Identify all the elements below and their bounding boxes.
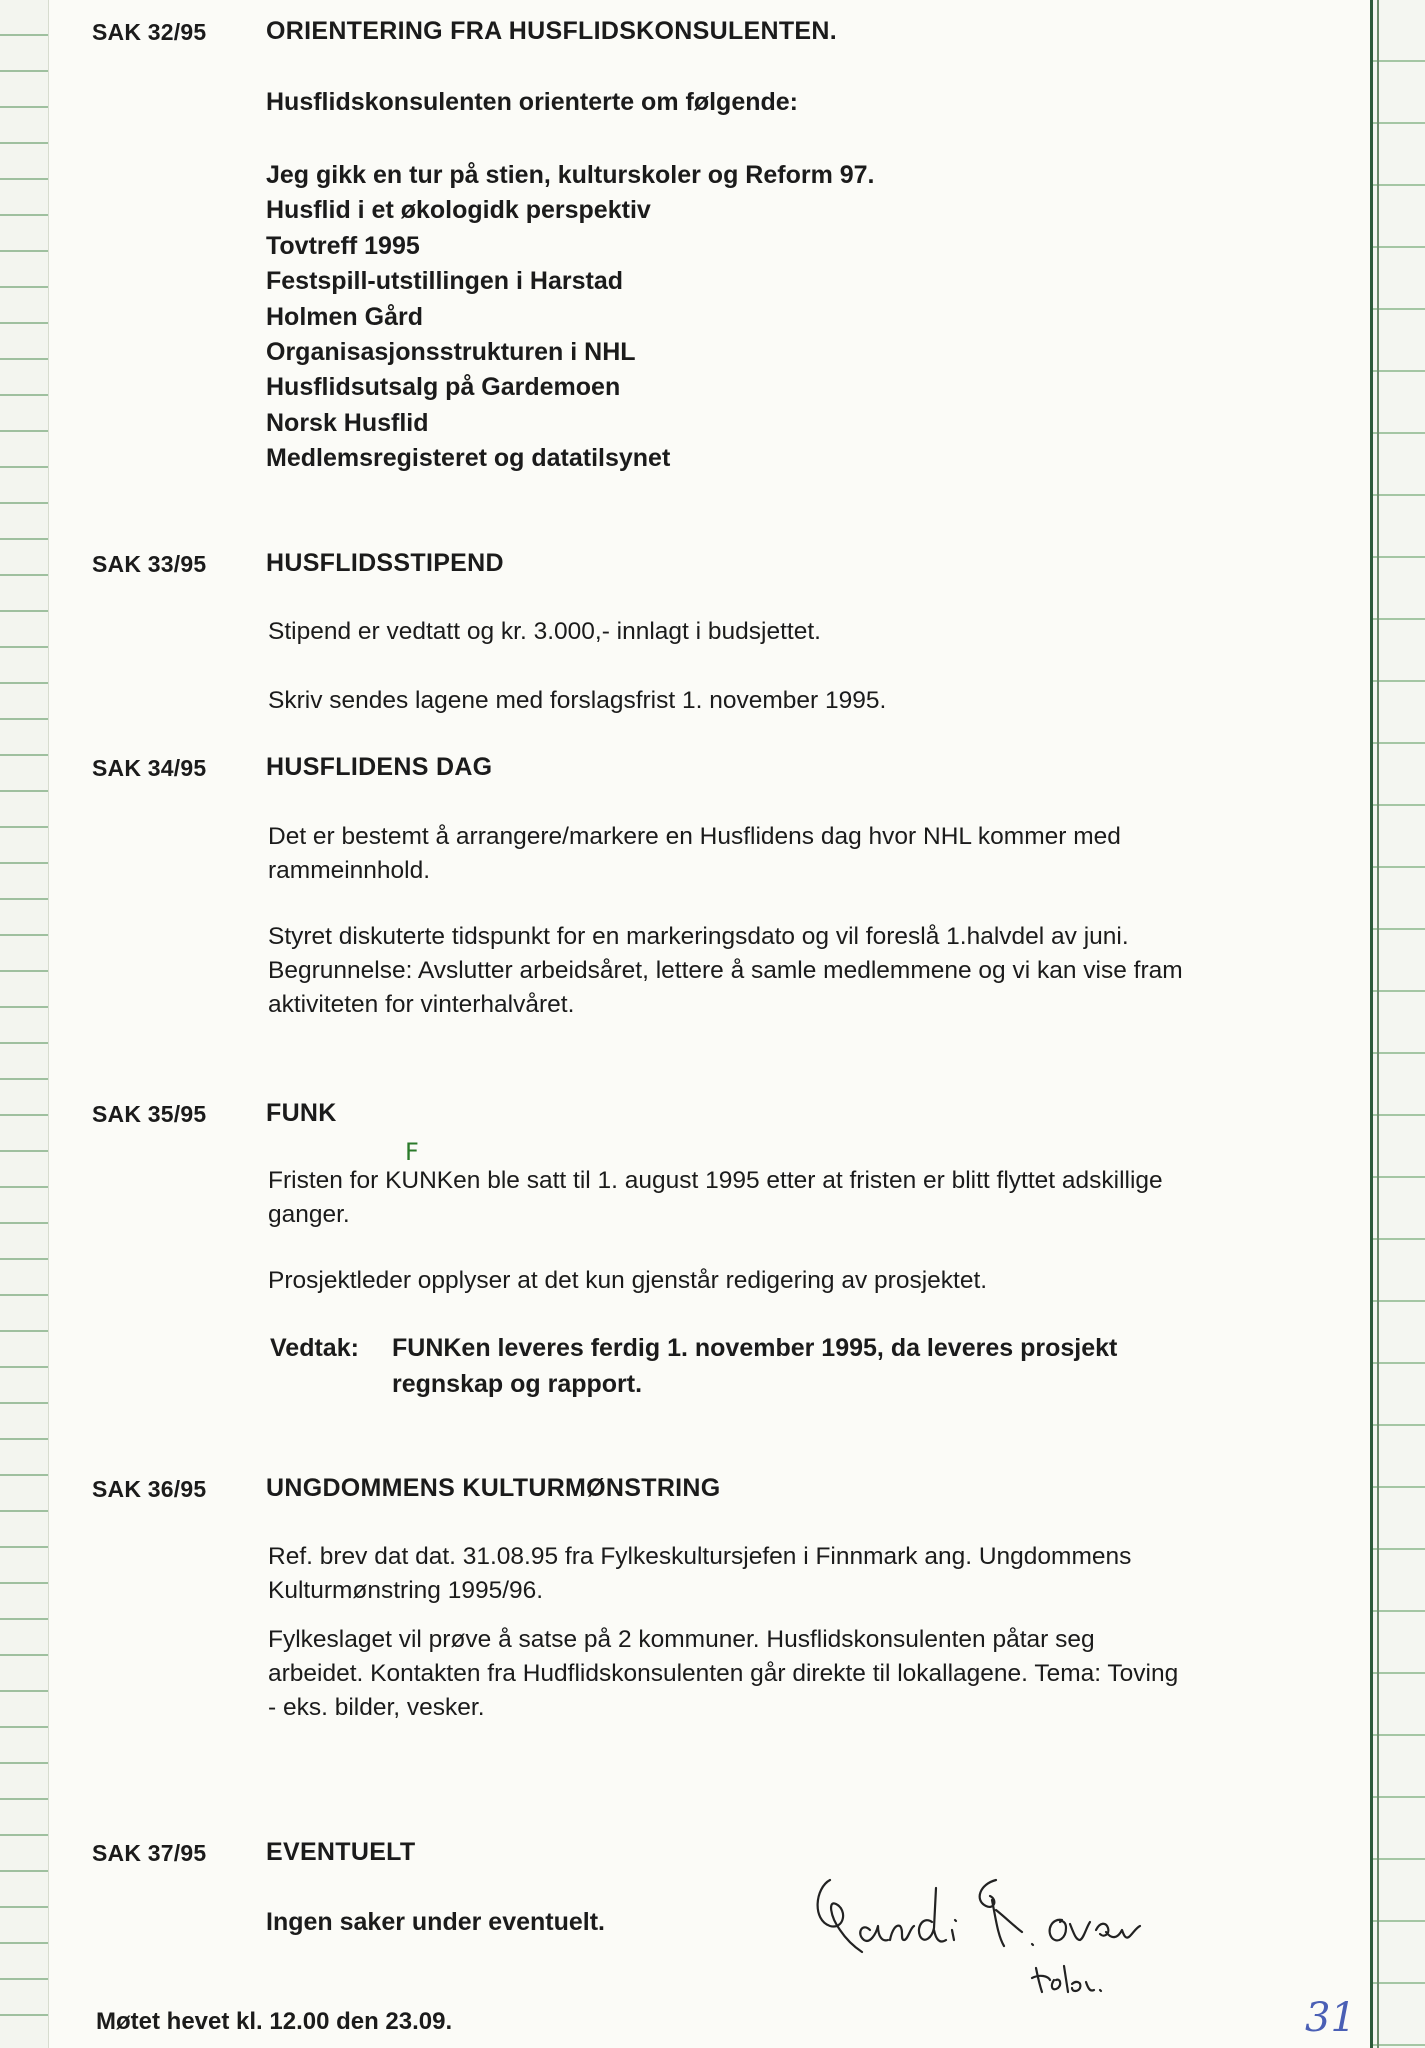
case-number: SAK 32/95 [92,19,207,45]
case-note: Ingen saker under eventuelt. [266,1908,605,1936]
case-number: SAK 37/95 [92,1840,207,1866]
list-item: Jeg gikk en tur på stien, kulturskoler og Reform 97. [266,161,875,189]
case-title: HUSFLIDSSTIPEND [266,549,504,577]
case-number: SAK 36/95 [92,1476,207,1502]
case-number: SAK 34/95 [92,755,207,781]
decision-label: Vedtak: [270,1334,359,1362]
case-title: ORIENTERING FRA HUSFLIDSKONSULENTEN. [266,17,837,45]
ruled-right-edge [1370,0,1425,2048]
paragraph: Det er bestemt å arrangere/markere en Husflidens dag hvor NHL kommer med rammeinnhold. [268,823,1121,884]
case-title: FUNK [266,1099,337,1127]
paragraph: Fylkeslaget vil prøve å satse på 2 kommuner. Husflidskonsulenten påtar seg arbeidet. Kontakten fra Hudflidskonsulenten går direkte til lokallagene. Tema: Toving - eks. bilder, vesker. [268,1626,1179,1721]
list-item: Medlemsregisteret og datatilsynet [266,444,671,473]
case-title: UNGDOMMENS KULTURMØNSTRING [266,1474,721,1502]
case-title: EVENTUELT [266,1838,416,1866]
case-number: SAK 35/95 [92,1101,207,1127]
case-number: SAK 33/95 [92,551,207,577]
paragraph: Prosjektleder opplyser at det kun gjenstår redigering av prosjektet. [268,1267,988,1294]
list-item: Organisasjonsstrukturen i NHL [266,338,636,367]
meeting-closed-note: Møtet hevet kl. 12.00 den 23.09. [96,2008,453,2035]
paragraph: Skriv sendes lagene med forslagsfrist 1. november 1995. [268,687,887,714]
case-title: HUSFLIDENS DAG [266,753,493,781]
paragraph: Styret diskuterte tidspunkt for en markeringsdato og vil foreslå 1.halvdel av juni. Begrunnelse: Avslutter arbeidsåret, lettere å samle medlemmene og vi kan vise fram aktiviteten for vinterhalvåret. [268,923,1183,1018]
case-intro: Husflidskonsulenten orienterte om følgende: [266,88,798,116]
page-number: 31 [1305,1995,1356,2041]
paragraph: Fristen for KUNKen ble satt til 1. august 1995 etter at fristen er blitt flyttet adskillige ganger. [268,1167,1163,1228]
decision [270,1330,1270,1402]
list-item: Husflid i et økologidk perspektiv [266,196,651,225]
list-item: Festspill-utstillingen i Harstad [266,267,623,296]
list-item: Norsk Husflid [266,408,429,437]
signature [800,1860,1180,2010]
list-item: Husflidsutsalg på Gardemoen [266,373,621,402]
list-item: Holmen Gård [266,302,423,331]
paragraph: Stipend er vedtatt og kr. 3.000,- innlagt i budsjettet. [268,618,821,645]
list-item: Tovtreff 1995 [266,231,420,260]
decision-text: FUNKen leveres ferdig 1. november 1995, da leveres prosjekt regnskap og rapport. [392,1334,1118,1398]
paragraph: Ref. brev dat dat. 31.08.95 fra Fylkeskultursjefen i Finnmark ang. Ungdommens Kulturmønstring 1995/96. [268,1543,1132,1604]
topic-list [266,158,875,477]
handwritten-correction: F [405,1138,419,1166]
